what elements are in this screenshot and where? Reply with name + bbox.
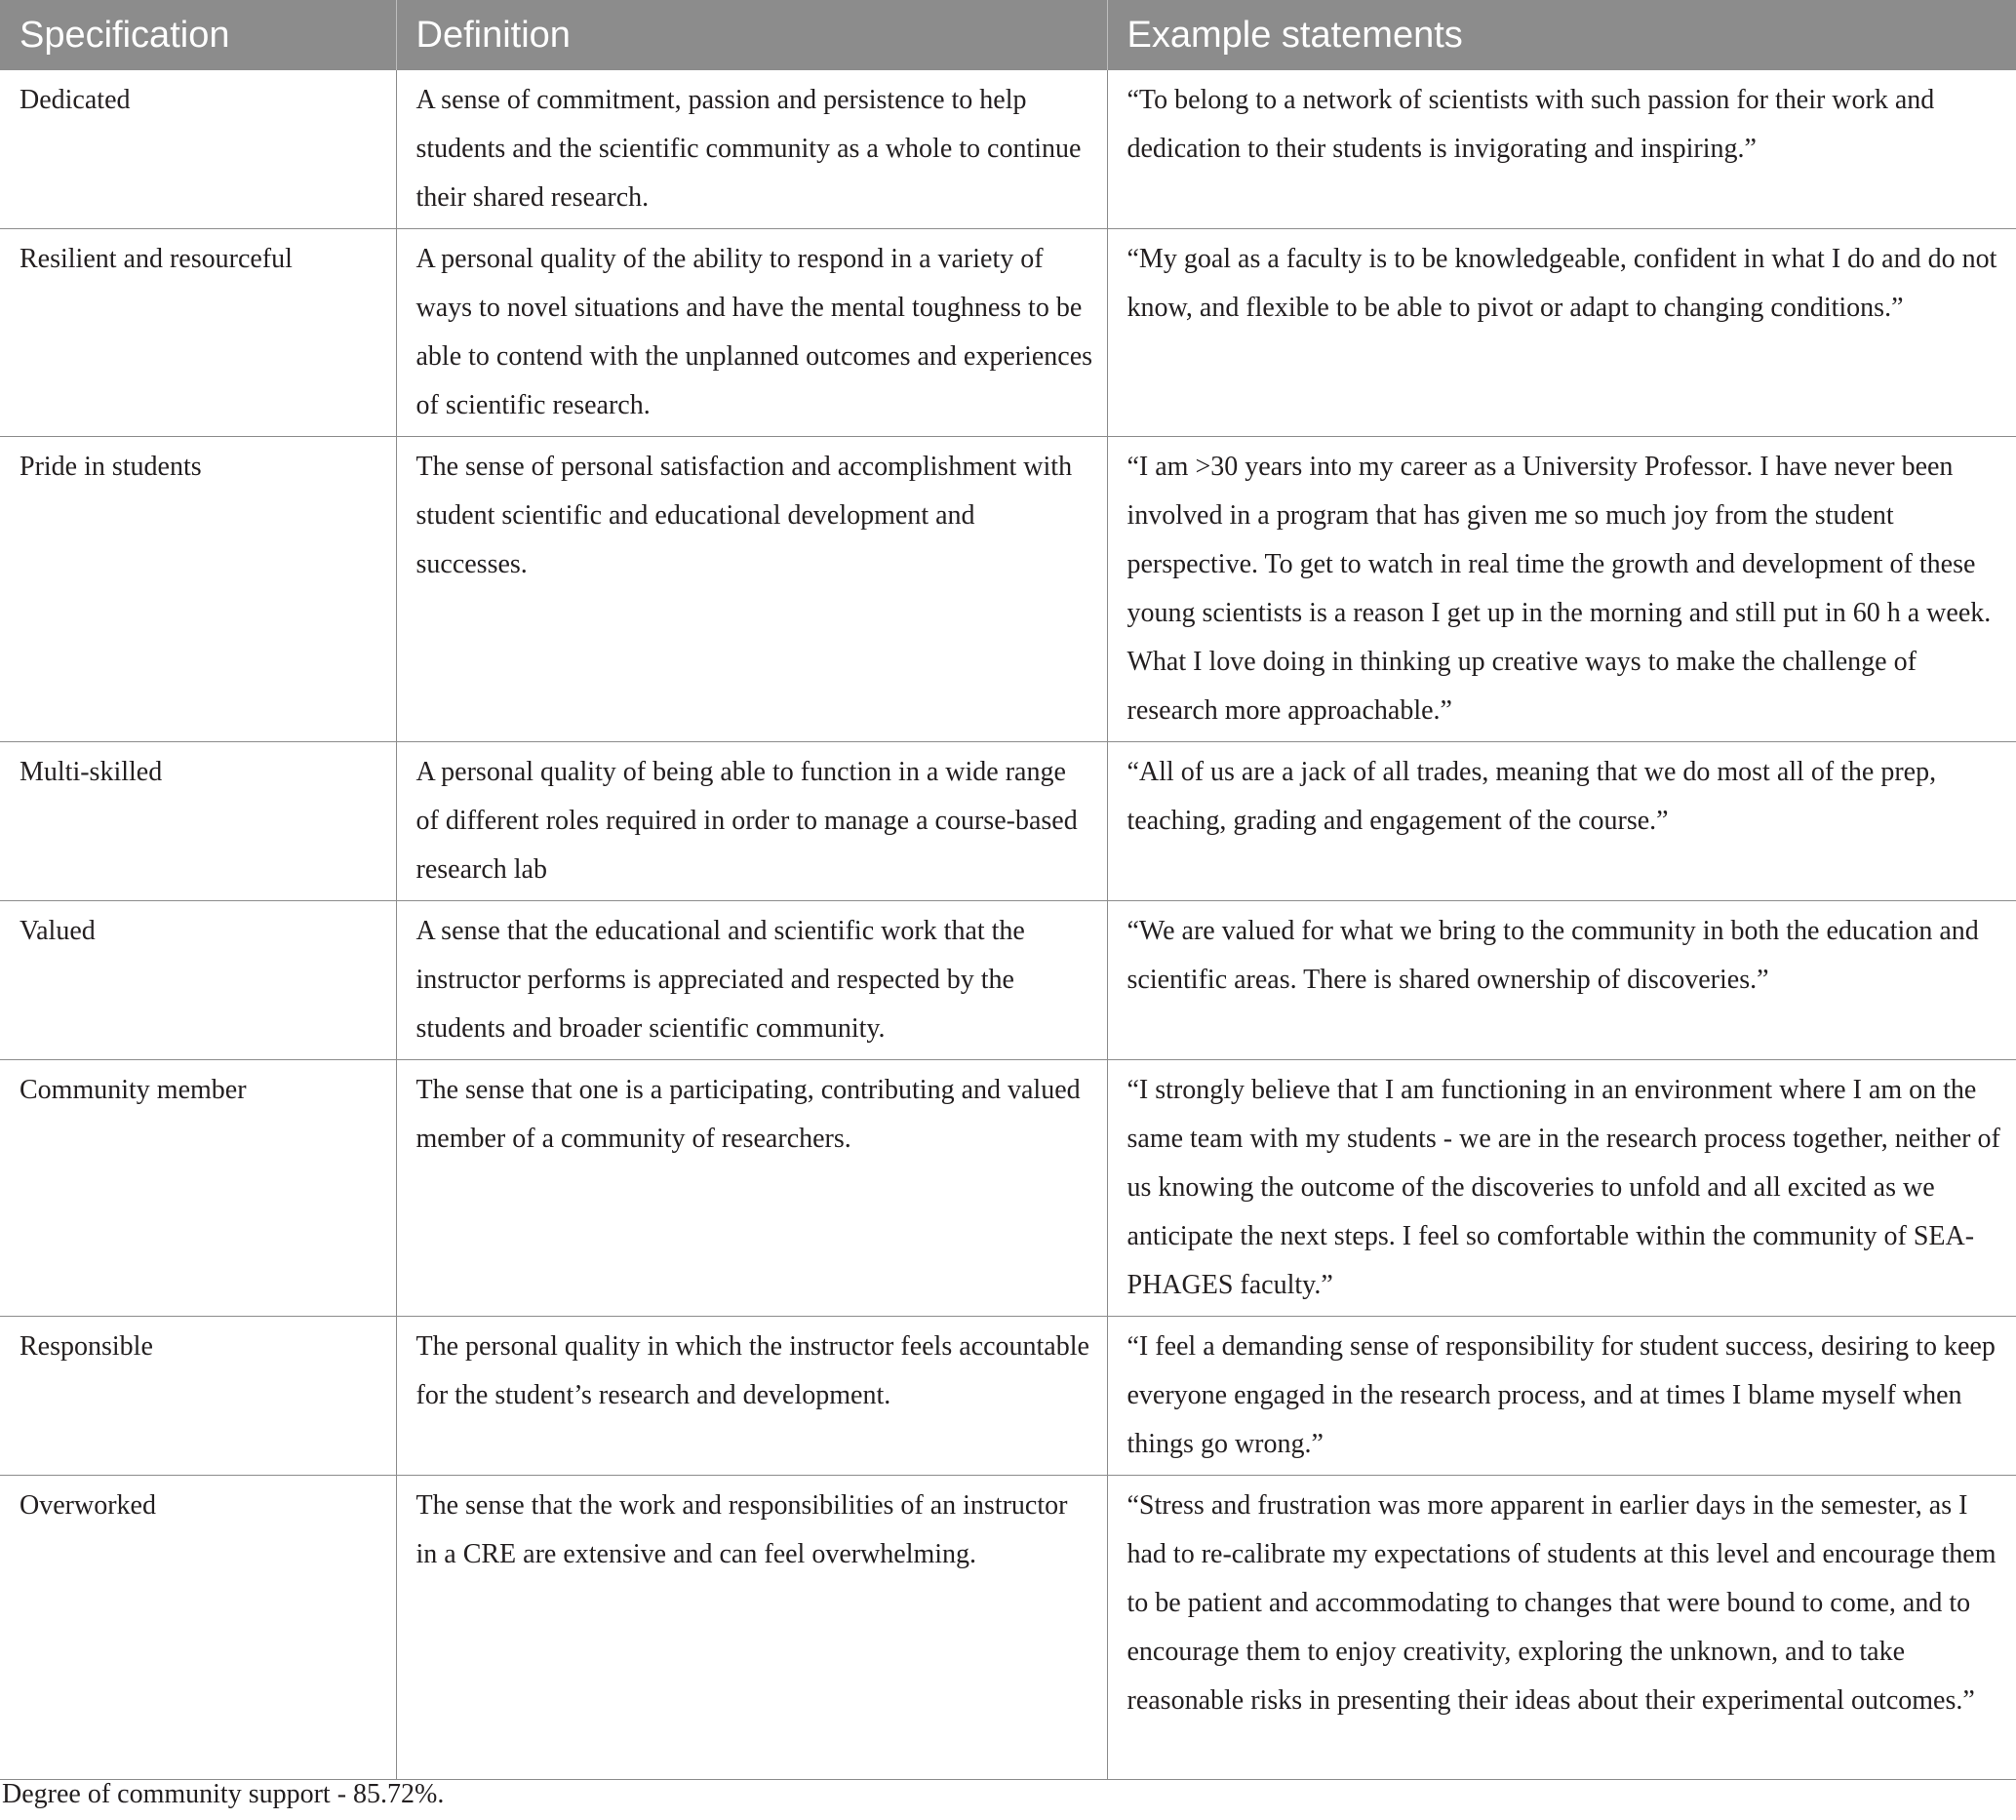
- header-row: [0, 0, 2016, 70]
- specification-cell: Multi-skilled: [0, 742, 396, 901]
- example-cell: “My goal as a faculty is to be knowledgeable, confident in what I do and do not know, and flexible to be able to pivot or adapt to changing conditions.”: [1107, 229, 2016, 437]
- example-cell: “I strongly believe that I am functioning in an environment where I am on the same team with my students - we are in the research process together, neither of us knowing the outcome of the discoveries to unfold and all excited as we anticipate the next steps. I feel so comfortable within the community of SEA-PHAGES faculty.”: [1107, 1060, 2016, 1317]
- definition-cell: The personal quality in which the instructor feels accountable for the student’s research and development.: [396, 1317, 1107, 1476]
- table-header: [0, 0, 2016, 70]
- table-body: [0, 70, 2016, 1780]
- definition-cell: The sense that one is a participating, contributing and valued member of a community of researchers.: [396, 1060, 1107, 1317]
- header-definition: Definition: [396, 0, 1107, 70]
- header-specification: Specification: [0, 0, 396, 70]
- definition-cell: A sense that the educational and scientific work that the instructor performs is appreciated and respected by the students and broader scientific community.: [396, 901, 1107, 1060]
- example-cell: “To belong to a network of scientists with such passion for their work and dedication to their students is invigorating and inspiring.”: [1107, 70, 2016, 229]
- example-cell: “We are valued for what we bring to the community in both the education and scientific areas. There is shared ownership of discoveries.”: [1107, 901, 2016, 1060]
- table-row: [0, 742, 2016, 901]
- table-row: [0, 229, 2016, 437]
- header-example-statements: Example statements: [1107, 0, 2016, 70]
- table-row: [0, 1317, 2016, 1476]
- table-footnote: Degree of community support - 85.72%.: [2, 1779, 445, 1809]
- table-row: [0, 70, 2016, 229]
- table-row: [0, 1060, 2016, 1317]
- table-row: [0, 901, 2016, 1060]
- specification-cell: Pride in students: [0, 437, 396, 742]
- definition-cell: A sense of commitment, passion and persistence to help students and the scientific community as a whole to continue their shared research.: [396, 70, 1107, 229]
- definition-cell: A personal quality of the ability to respond in a variety of ways to novel situations and have the mental toughness to be able to contend with the unplanned outcomes and experiences of scientific research.: [396, 229, 1107, 437]
- definition-cell: The sense that the work and responsibilities of an instructor in a CRE are extensive and can feel overwhelming.: [396, 1476, 1107, 1780]
- specification-cell: Responsible: [0, 1317, 396, 1476]
- specification-cell: Overworked: [0, 1476, 396, 1780]
- example-cell: “I am >30 years into my career as a University Professor. I have never been involved in a program that has given me so much joy from the student perspective. To get to watch in real time the growth and development of these young scientists is a reason I get up in the morning and still put in 60 h a week. What I love doing in thinking up creative ways to make the challenge of research more approachable.”: [1107, 437, 2016, 742]
- example-cell: “Stress and frustration was more apparent in earlier days in the semester, as I had to re-calibrate my expectations of students at this level and encourage them to be patient and accommodating to changes that were bound to come, and to encourage them to enjoy creativity, exploring the unknown, and to take reasonable risks in presenting their ideas about their experimental outcomes.”: [1107, 1476, 2016, 1780]
- definition-cell: The sense of personal satisfaction and accomplishment with student scientific and educational development and successes.: [396, 437, 1107, 742]
- example-cell: “I feel a demanding sense of responsibility for student success, desiring to keep everyone engaged in the research process, and at times I blame myself when things go wrong.”: [1107, 1317, 2016, 1476]
- specification-cell: Valued: [0, 901, 396, 1060]
- table-row: [0, 1476, 2016, 1780]
- table-row: [0, 437, 2016, 742]
- definition-cell: A personal quality of being able to function in a wide range of different roles required in order to manage a course-based research lab: [396, 742, 1107, 901]
- specification-cell: Resilient and resourceful: [0, 229, 396, 437]
- specification-cell: Community member: [0, 1060, 396, 1317]
- specification-cell: Dedicated: [0, 70, 396, 229]
- example-cell: “All of us are a jack of all trades, meaning that we do most all of the prep, teaching, grading and engagement of the course.”: [1107, 742, 2016, 901]
